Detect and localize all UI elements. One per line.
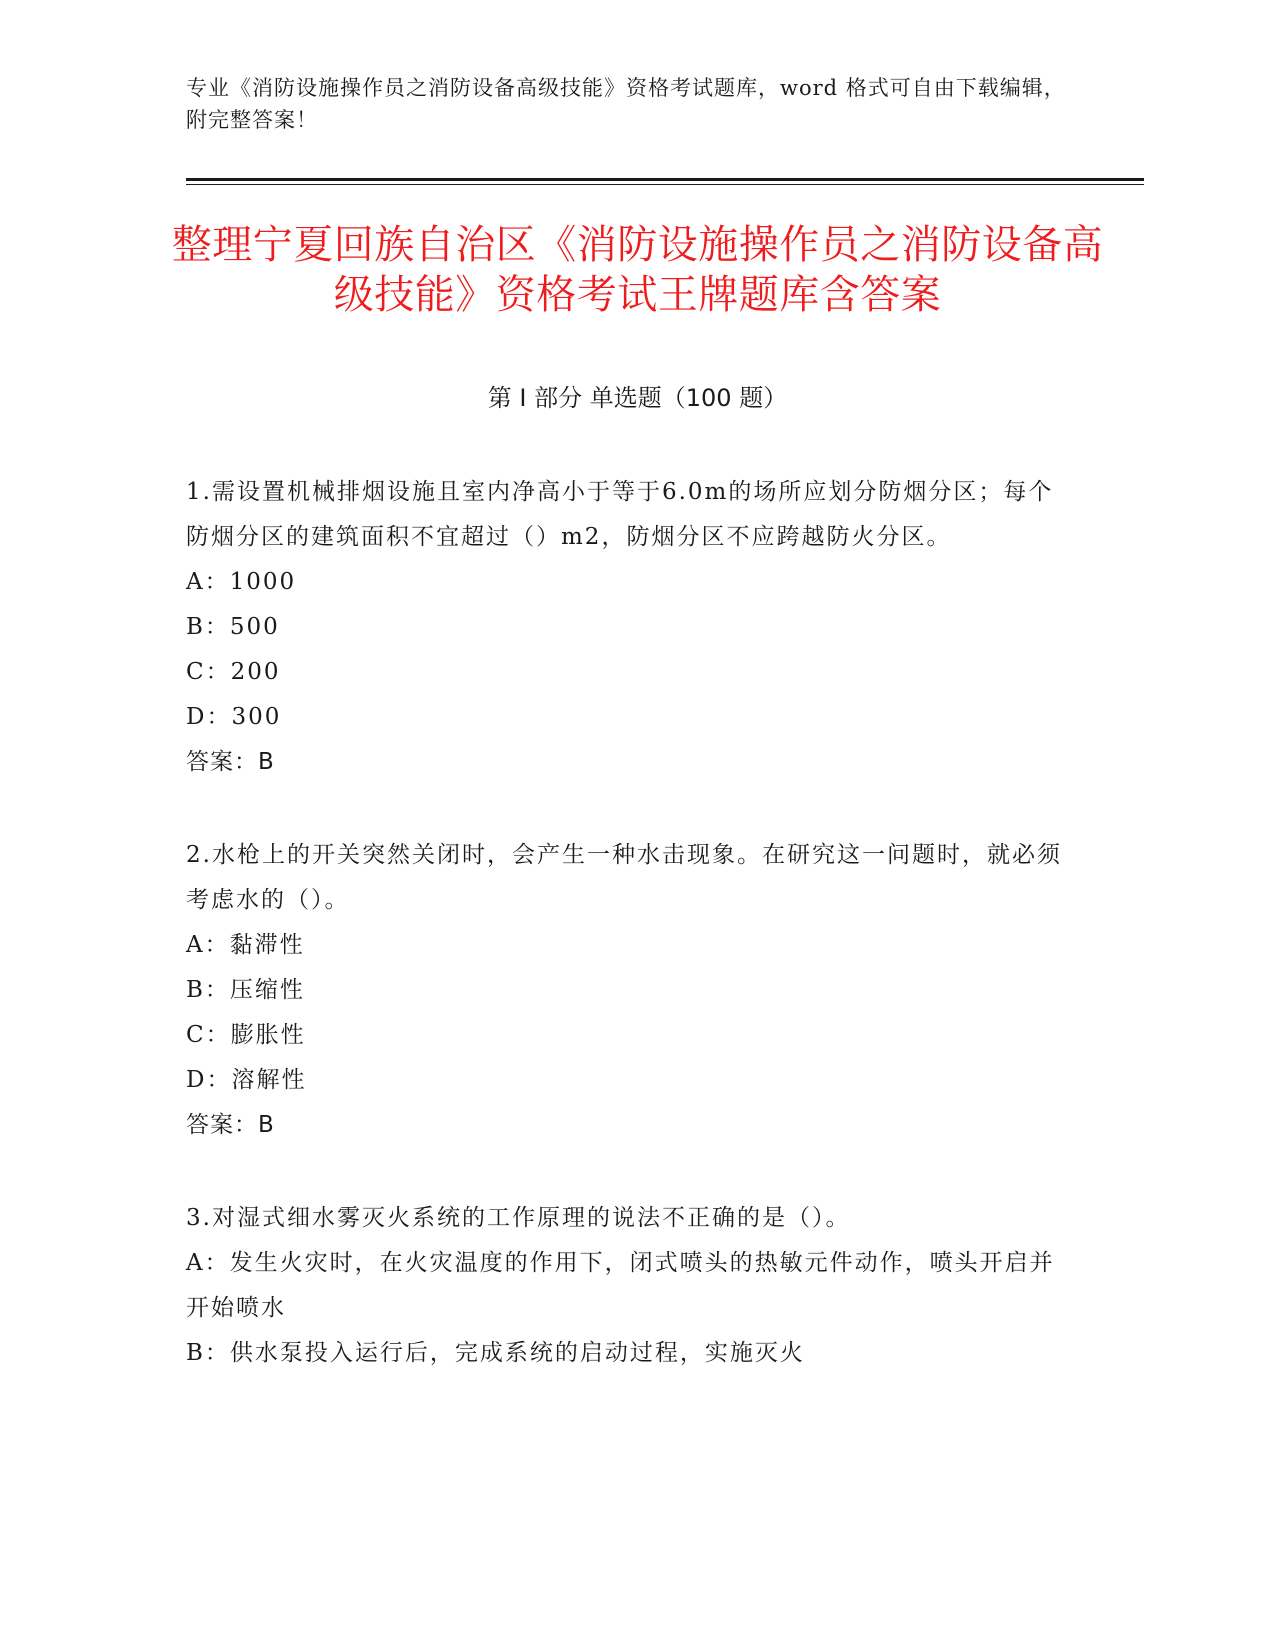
question-3	[186, 1196, 1066, 1376]
header-rule-thin	[186, 184, 1144, 185]
question-1	[186, 470, 1066, 785]
question-2	[186, 833, 1066, 1148]
question-stem: 2.水枪上的开关突然关闭时，会产生一种水击现象。在研究这一问题时，就必须考虑水的（）。	[186, 842, 1062, 913]
answer: 答案：B	[186, 1112, 275, 1138]
header-note: 专业《消防设施操作员之消防设备高级技能》资格考试题库，word 格式可自由下载编辑，附完整答案！	[186, 76, 1066, 132]
option-a: A：发生火灾时，在火灾温度的作用下，闭式喷头的热敏元件动作，喷头开启并开始喷水	[186, 1250, 1055, 1321]
option-a: A：黏滞性	[186, 932, 305, 958]
question-stem: 1.需设置机械排烟设施且室内净高小于等于6.0m的场所应划分防烟分区；每个防烟分区的建筑面积不宜超过（）m2，防烟分区不应跨越防火分区。	[186, 479, 1054, 550]
option-c: C：膨胀性	[186, 1022, 306, 1048]
answer: 答案：B	[186, 749, 275, 775]
question-list	[186, 470, 1066, 1424]
option-b: B：压缩性	[186, 977, 305, 1003]
option-b: B：500	[186, 614, 280, 640]
document-title: 整理宁夏回族自治区《消防设施操作员之消防设备高级技能》资格考试王牌题库含答案	[171, 222, 1104, 318]
option-c: C：200	[186, 659, 281, 685]
option-b: B：供水泵投入运行后，完成系统的启动过程，实施灭火	[186, 1340, 805, 1366]
section-title: 第 I 部分 单选题（100 题）	[487, 384, 788, 412]
question-stem: 3.对湿式细水雾灭火系统的工作原理的说法不正确的是（）。	[186, 1205, 851, 1231]
option-a: A：1000	[186, 569, 297, 595]
option-d: D：溶解性	[186, 1067, 307, 1093]
header-rule-thick	[186, 178, 1144, 181]
option-d: D：300	[186, 704, 282, 730]
